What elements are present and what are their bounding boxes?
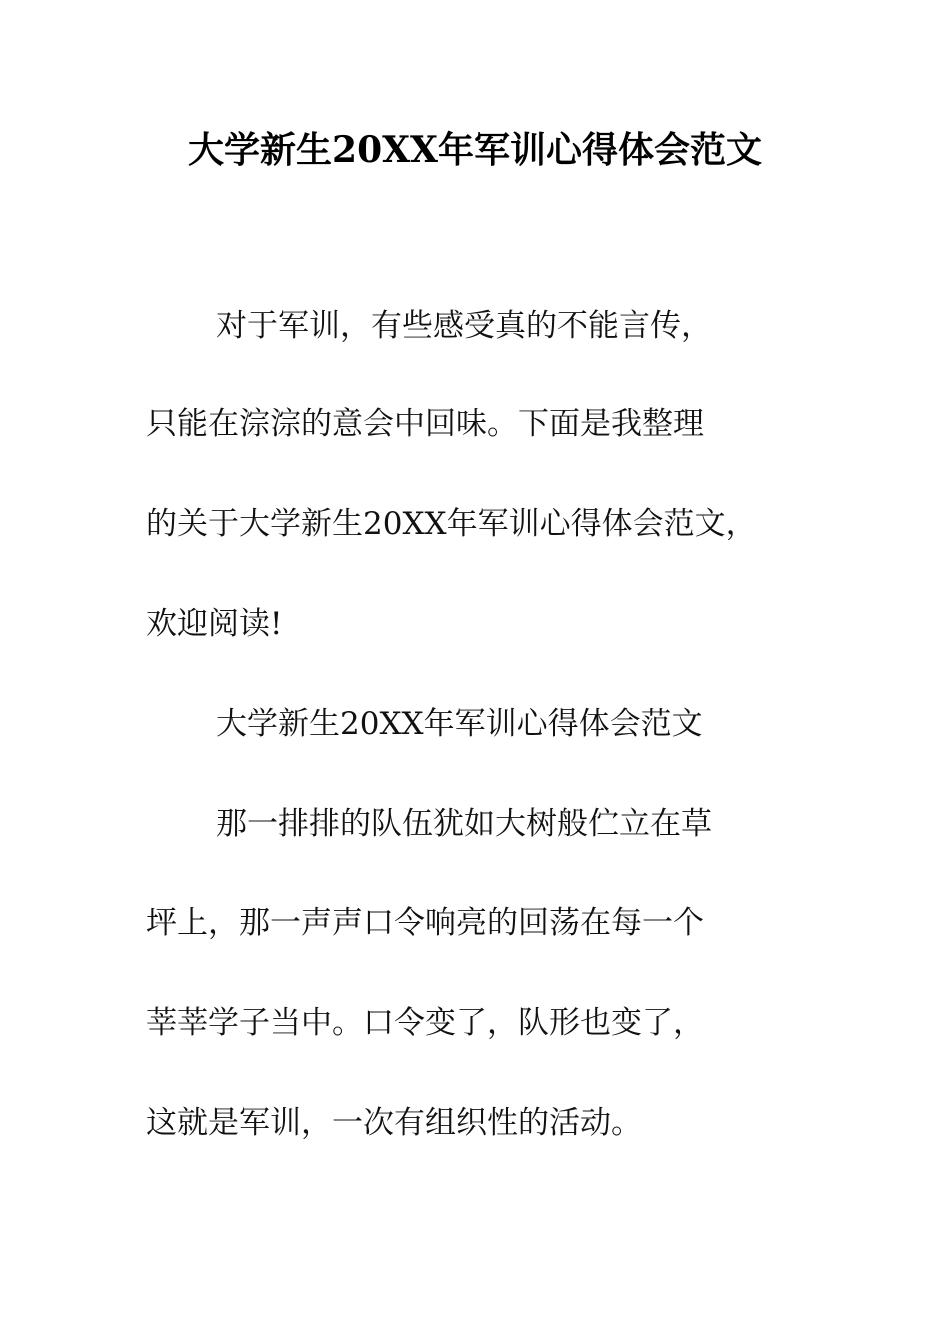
paragraph-line: 的关于大学新生20XX年军训心得体会范文，: [146, 506, 757, 542]
paragraph-line: 坪上，那一声声口令响亮的回荡在每一个: [146, 905, 704, 941]
document-title: 大学新生20XX年军训心得体会范文: [188, 129, 762, 171]
section-heading: 大学新生20XX年军训心得体会范文: [216, 706, 703, 742]
paragraph-line: 欢迎阅读!: [146, 606, 283, 642]
paragraph-line: 那一排排的队伍犹如大树般伫立在草: [216, 806, 712, 842]
paragraph-line: 只能在淙淙的意会中回味。下面是我整理: [146, 406, 704, 442]
paragraph-line: 莘莘学子当中。口令变了，队形也变了，: [146, 1005, 704, 1041]
paragraph-line: 这就是军训，一次有组织性的活动。: [146, 1105, 642, 1141]
paragraph-line: 对于军训，有些感受真的不能言传，: [216, 308, 712, 344]
